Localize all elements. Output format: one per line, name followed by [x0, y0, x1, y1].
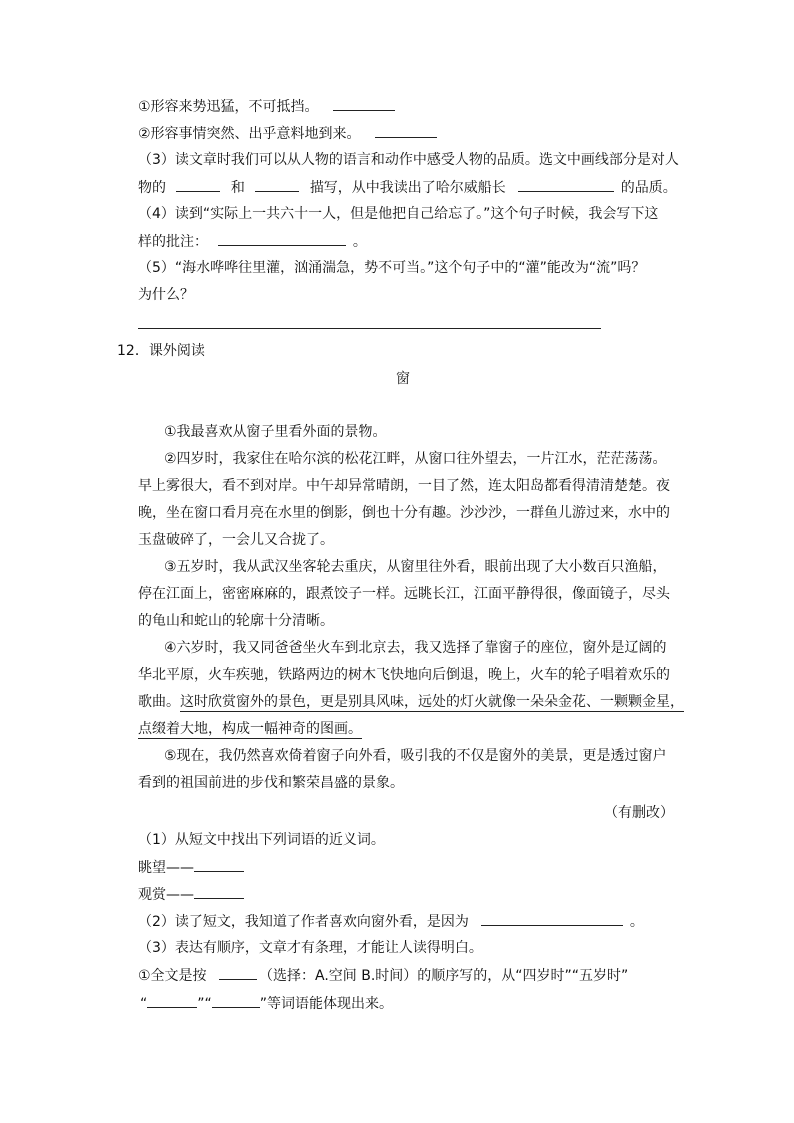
paragraph-2-line-1: ②四岁时，我家住在哈尔滨的松花江畔，从窗口往外望去，一片江水，茫茫荡荡。 [164, 451, 667, 467]
q3-blank-1[interactable] [176, 177, 220, 192]
sub-question-2 [138, 911, 644, 932]
sq3-2-blank-2[interactable] [212, 993, 260, 1008]
synonym-line-2 [138, 884, 244, 905]
sq3-1-text-b: （选择：A.空间 B.时间）的顺序写的，从“四岁时”“五岁时” [259, 968, 629, 984]
question-5-line-2: 为什么？ [138, 287, 194, 303]
sub-question-3-1 [138, 965, 628, 986]
question-12-heading: 12．课外阅读 [117, 343, 205, 359]
question-4-line-2 [138, 231, 367, 252]
sub-question-1: （1）从短文中找出下列词语的近义词。 [138, 832, 385, 848]
sub-question-3-2 [140, 993, 393, 1014]
paragraph-3-line-3: 的龟山和蛇山的轮廓十分清晰。 [138, 613, 334, 629]
sub-question-3: （3）表达有顺序，文章才有条理，才能让人读得明白。 [138, 940, 483, 956]
question-5-line-1: （5）“海水哗哗往里灌，汹涌湍急，势不可当。”这个句子中的“灌”能改为“流”吗？ [138, 260, 646, 276]
synonym-word-2: 观赏—— [138, 887, 194, 903]
paragraph-4-line-3 [138, 692, 684, 712]
q3-blank-3[interactable] [518, 177, 614, 192]
paragraph-5-line-2: 看到的祖国前进的步伐和繁荣昌盛的景象。 [138, 775, 404, 791]
q3-text-a: 物的 [138, 180, 166, 196]
question-3-line-2 [138, 177, 677, 198]
paragraph-4-line-1: ④六岁时，我又同爸爸坐火车到北京去，我又选择了靠窗子的座位，窗外是辽阔的 [164, 640, 667, 656]
answer-blank-2[interactable] [375, 123, 437, 138]
passage-title: 窗 [396, 371, 410, 387]
q3-text-c: 描写，从中我读出了哈尔威船长 [309, 180, 506, 196]
paragraph-1: ①我最喜欢从窗子里看外面的景物。 [164, 424, 387, 440]
paragraph-2-line-3: 晚，坐在窗口看月亮在水里的倒影，倒也十分有趣。沙沙沙，一群鱼儿游过来，水中的 [138, 505, 670, 521]
underlined-sentence-part-2: 点缀着大地，构成一幅神奇的图画。 [138, 721, 362, 737]
q4-text-a: 样的批注： [138, 234, 208, 250]
meaning-line-2 [138, 123, 437, 144]
source-note: （有删改） [604, 805, 674, 821]
sq3-2-blank-1[interactable] [147, 993, 197, 1008]
underlined-sentence-part-1: 这时欣赏窗外的景色，更是别具风味，远处的灯火就像一朵朵金花、一颗颗金星， [180, 694, 684, 710]
sq3-2-quote-mid: ”“ [197, 996, 212, 1012]
meaning-1-text: ①形容来势迅猛，不可抵挡。 [138, 99, 319, 115]
q5-answer-line[interactable] [138, 328, 601, 329]
synonym-line-1 [138, 857, 244, 878]
synonym-blank-2[interactable] [194, 884, 244, 899]
sq3-2-text-end: ”等词语能体现出来。 [259, 996, 394, 1012]
sq2-end: 。 [629, 914, 644, 930]
question-4-line-1: （4）读到“实际上一共六十一人，但是他把自己给忘了。”这个句子时候，我会写下这 [138, 206, 659, 222]
sq2-blank[interactable] [481, 911, 623, 926]
sq3-1-text-a: ①全文是按 [138, 968, 207, 984]
meaning-line-1 [138, 96, 395, 117]
synonym-word-1: 眺望—— [138, 860, 194, 876]
q4-text-b: 。 [352, 234, 367, 250]
paragraph-2-line-4: 玉盘破碎了，一会儿又合拢了。 [138, 532, 334, 548]
paragraph-2-line-2: 早上雾很大，看不到对岸。中午却异常晴朗，一目了然，连太阳岛都看得清清楚楚。夜 [138, 478, 670, 494]
paragraph-3-line-2: 停在江面上，密密麻麻的，跟煮饺子一样。远眺长江，江面平静得很，像面镜子，尽头 [138, 586, 670, 602]
synonym-blank-1[interactable] [194, 857, 244, 872]
q4-blank[interactable] [218, 231, 346, 246]
paragraph-5-line-1: ⑤现在，我仍然喜欢倚着窗子向外看，吸引我的不仅是窗外的美景，更是透过窗户 [164, 748, 667, 764]
q3-text-d: 的品质。 [620, 180, 677, 196]
sq2-text: （2）读了短文，我知道了作者喜欢向窗外看，是因为 [138, 914, 469, 930]
q3-blank-2[interactable] [255, 177, 299, 192]
answer-blank-1[interactable] [333, 96, 395, 111]
sq3-1-blank[interactable] [219, 965, 257, 980]
q3-text-b: 和 [230, 180, 245, 196]
paragraph-4-line-4 [138, 719, 362, 739]
question-3-line-1: （3）读文章时我们可以从人物的语言和动作中感受人物的品质。选文中画线部分是对人 [138, 152, 679, 168]
sq3-2-quote-open: “ [140, 996, 148, 1012]
paragraph-3-line-1: ③五岁时，我从武汉坐客轮去重庆，从窗里往外看，眼前出现了大小数百只渔船， [164, 559, 667, 575]
paragraph-4-line-2: 华北平原，火车疾驰，铁路两边的树木飞快地向后倒退，晚上，火车的轮子唱着欢乐的 [138, 667, 670, 683]
paragraph-4-text: 歌曲。 [138, 694, 180, 710]
meaning-2-text: ②形容事情突然、出乎意料地到来。 [138, 126, 361, 142]
